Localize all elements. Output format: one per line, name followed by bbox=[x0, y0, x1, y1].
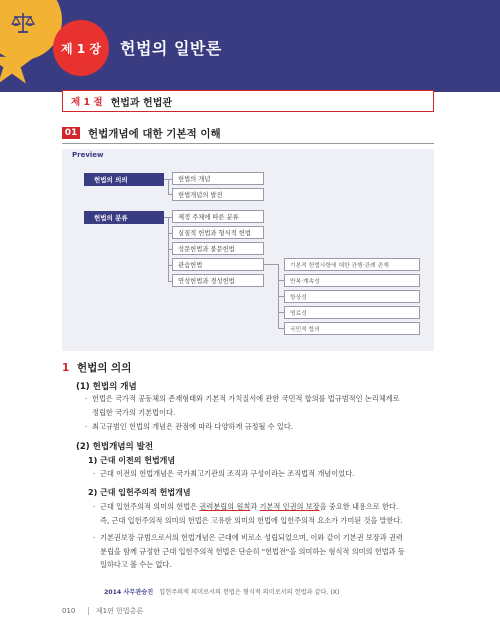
connector-line bbox=[168, 179, 169, 194]
divider bbox=[62, 143, 434, 144]
tree-sub-item: 국민적 합의 bbox=[284, 322, 420, 335]
bullet-dot: · bbox=[85, 394, 88, 403]
bullet-paragraph bbox=[85, 392, 400, 419]
tree-item: 제정 주체에 따른 분류 bbox=[172, 210, 264, 223]
text-line: 최고규범인 헌법의 개념은 관점에 따라 다양하게 규정될 수 있다. bbox=[92, 422, 294, 431]
chapter-title: 헌법의 일반론 bbox=[120, 39, 222, 58]
text-line: 헌법은 국가적 공동체의 존재형태와 기본적 가치질서에 관한 국민적 합의를 법규범적인 논리체계로 bbox=[92, 394, 400, 403]
text-line: 즉, 근대 입헌주의적 의미의 헌법은 고유한 의미의 헌법에 입헌주의적 요소가 가미된 것을 말한다. bbox=[100, 515, 403, 525]
heading-1 bbox=[62, 360, 131, 375]
tree-sub-item: 항상성 bbox=[284, 290, 420, 303]
chapter-badge: 제 1 장 bbox=[53, 20, 109, 76]
tree-item: 관습헌법 bbox=[172, 258, 264, 271]
heading-2: (2) 헌법개념의 발전 bbox=[76, 442, 154, 452]
tree-item: 헌법개념의 발전 bbox=[172, 188, 264, 201]
scale-of-justice-icon bbox=[10, 10, 36, 36]
text-line: 일하다고 볼 수는 없다. bbox=[100, 560, 172, 569]
text-run: 을 중요한 내용으로 한다. bbox=[319, 502, 399, 511]
underlined-term: 권력분립의 원칙 bbox=[199, 502, 251, 511]
text-line: 정립한 국가의 기본법이다. bbox=[92, 407, 176, 417]
text-run: 과 bbox=[250, 502, 260, 511]
category-box: 헌법의 분류 bbox=[84, 211, 164, 224]
tree-item: 연성헌법과 경성헌법 bbox=[172, 274, 264, 287]
subsection-title: 헌법개념에 대한 기본적 이해 bbox=[88, 127, 221, 140]
section-title: 헌법과 헌법관 bbox=[110, 97, 173, 109]
section-number: 제 1 절 bbox=[71, 97, 103, 108]
heading-3: 2) 근대 입헌주의적 헌법개념 bbox=[88, 488, 191, 497]
tree-sub-item: 명료성 bbox=[284, 306, 420, 319]
tree-sub-item: 기본적 헌법사항에 대한 관행·관례 존재 bbox=[284, 258, 420, 271]
exam-note-text: 입헌주의적 의미로서의 헌법은 형식적 의미로서의 헌법과 같다. (X) bbox=[159, 589, 340, 596]
text-line: 기본권보장 규범으로서의 헌법개념은 근대에 비로소 성립되었으며, 이와 같이 기본권 보장과 권력 bbox=[100, 533, 403, 542]
text-line bbox=[100, 500, 403, 514]
section-title-box bbox=[62, 90, 434, 112]
category-box: 헌법의 의의 bbox=[84, 173, 164, 186]
subsection-number: 01 bbox=[62, 127, 80, 139]
text-line: 분립을 함께 규정한 근대 입헌주의적 헌법은 단순히 "헌법전"을 의미하는 형식적 의미의 헌법과 동 bbox=[100, 546, 405, 556]
bullet-paragraph bbox=[93, 500, 403, 527]
tree-sub-item: 반복·계속성 bbox=[284, 274, 420, 287]
chapter-header-band bbox=[0, 0, 500, 92]
footer-chapter: 제1편 헌법총론 bbox=[95, 607, 144, 615]
heading-text: 헌법의 의의 bbox=[76, 362, 132, 374]
tree-item: 헌법의 개념 bbox=[172, 172, 264, 185]
text-line: 근대 이전의 헌법개념은 국가최고기관의 조직과 구성이라는 조직법적 개념이었다. bbox=[100, 469, 355, 478]
bullet-dot: · bbox=[93, 533, 96, 542]
heading-number: 1 bbox=[62, 362, 70, 374]
heading-3: 1) 근대 이전의 헌법개념 bbox=[88, 456, 176, 465]
text-run: 근대 입헌주의적 의미의 헌법은 bbox=[100, 502, 200, 511]
tree-item: 실질적 헌법과 형식적 헌법 bbox=[172, 226, 264, 239]
tree-item: 성문헌법과 불문헌법 bbox=[172, 242, 264, 255]
bullet-paragraph bbox=[85, 420, 294, 434]
preview-label: Preview bbox=[72, 151, 104, 159]
bullet-dot: · bbox=[93, 469, 96, 478]
exam-note bbox=[104, 587, 339, 596]
page-footer bbox=[62, 606, 143, 616]
connector-line bbox=[264, 264, 278, 265]
underlined-term: 기본적 인권의 보장 bbox=[259, 502, 320, 511]
bullet-dot: · bbox=[85, 422, 88, 431]
footer-separator bbox=[88, 607, 89, 615]
bullet-paragraph bbox=[93, 467, 355, 481]
bullet-paragraph bbox=[93, 531, 405, 572]
exam-tag: 2014 사무관승진 bbox=[104, 589, 154, 596]
heading-2: (1) 헌법의 개념 bbox=[76, 382, 137, 392]
page-number: 010 bbox=[62, 607, 76, 615]
subsection-heading bbox=[62, 124, 434, 142]
bullet-dot: · bbox=[93, 502, 96, 511]
